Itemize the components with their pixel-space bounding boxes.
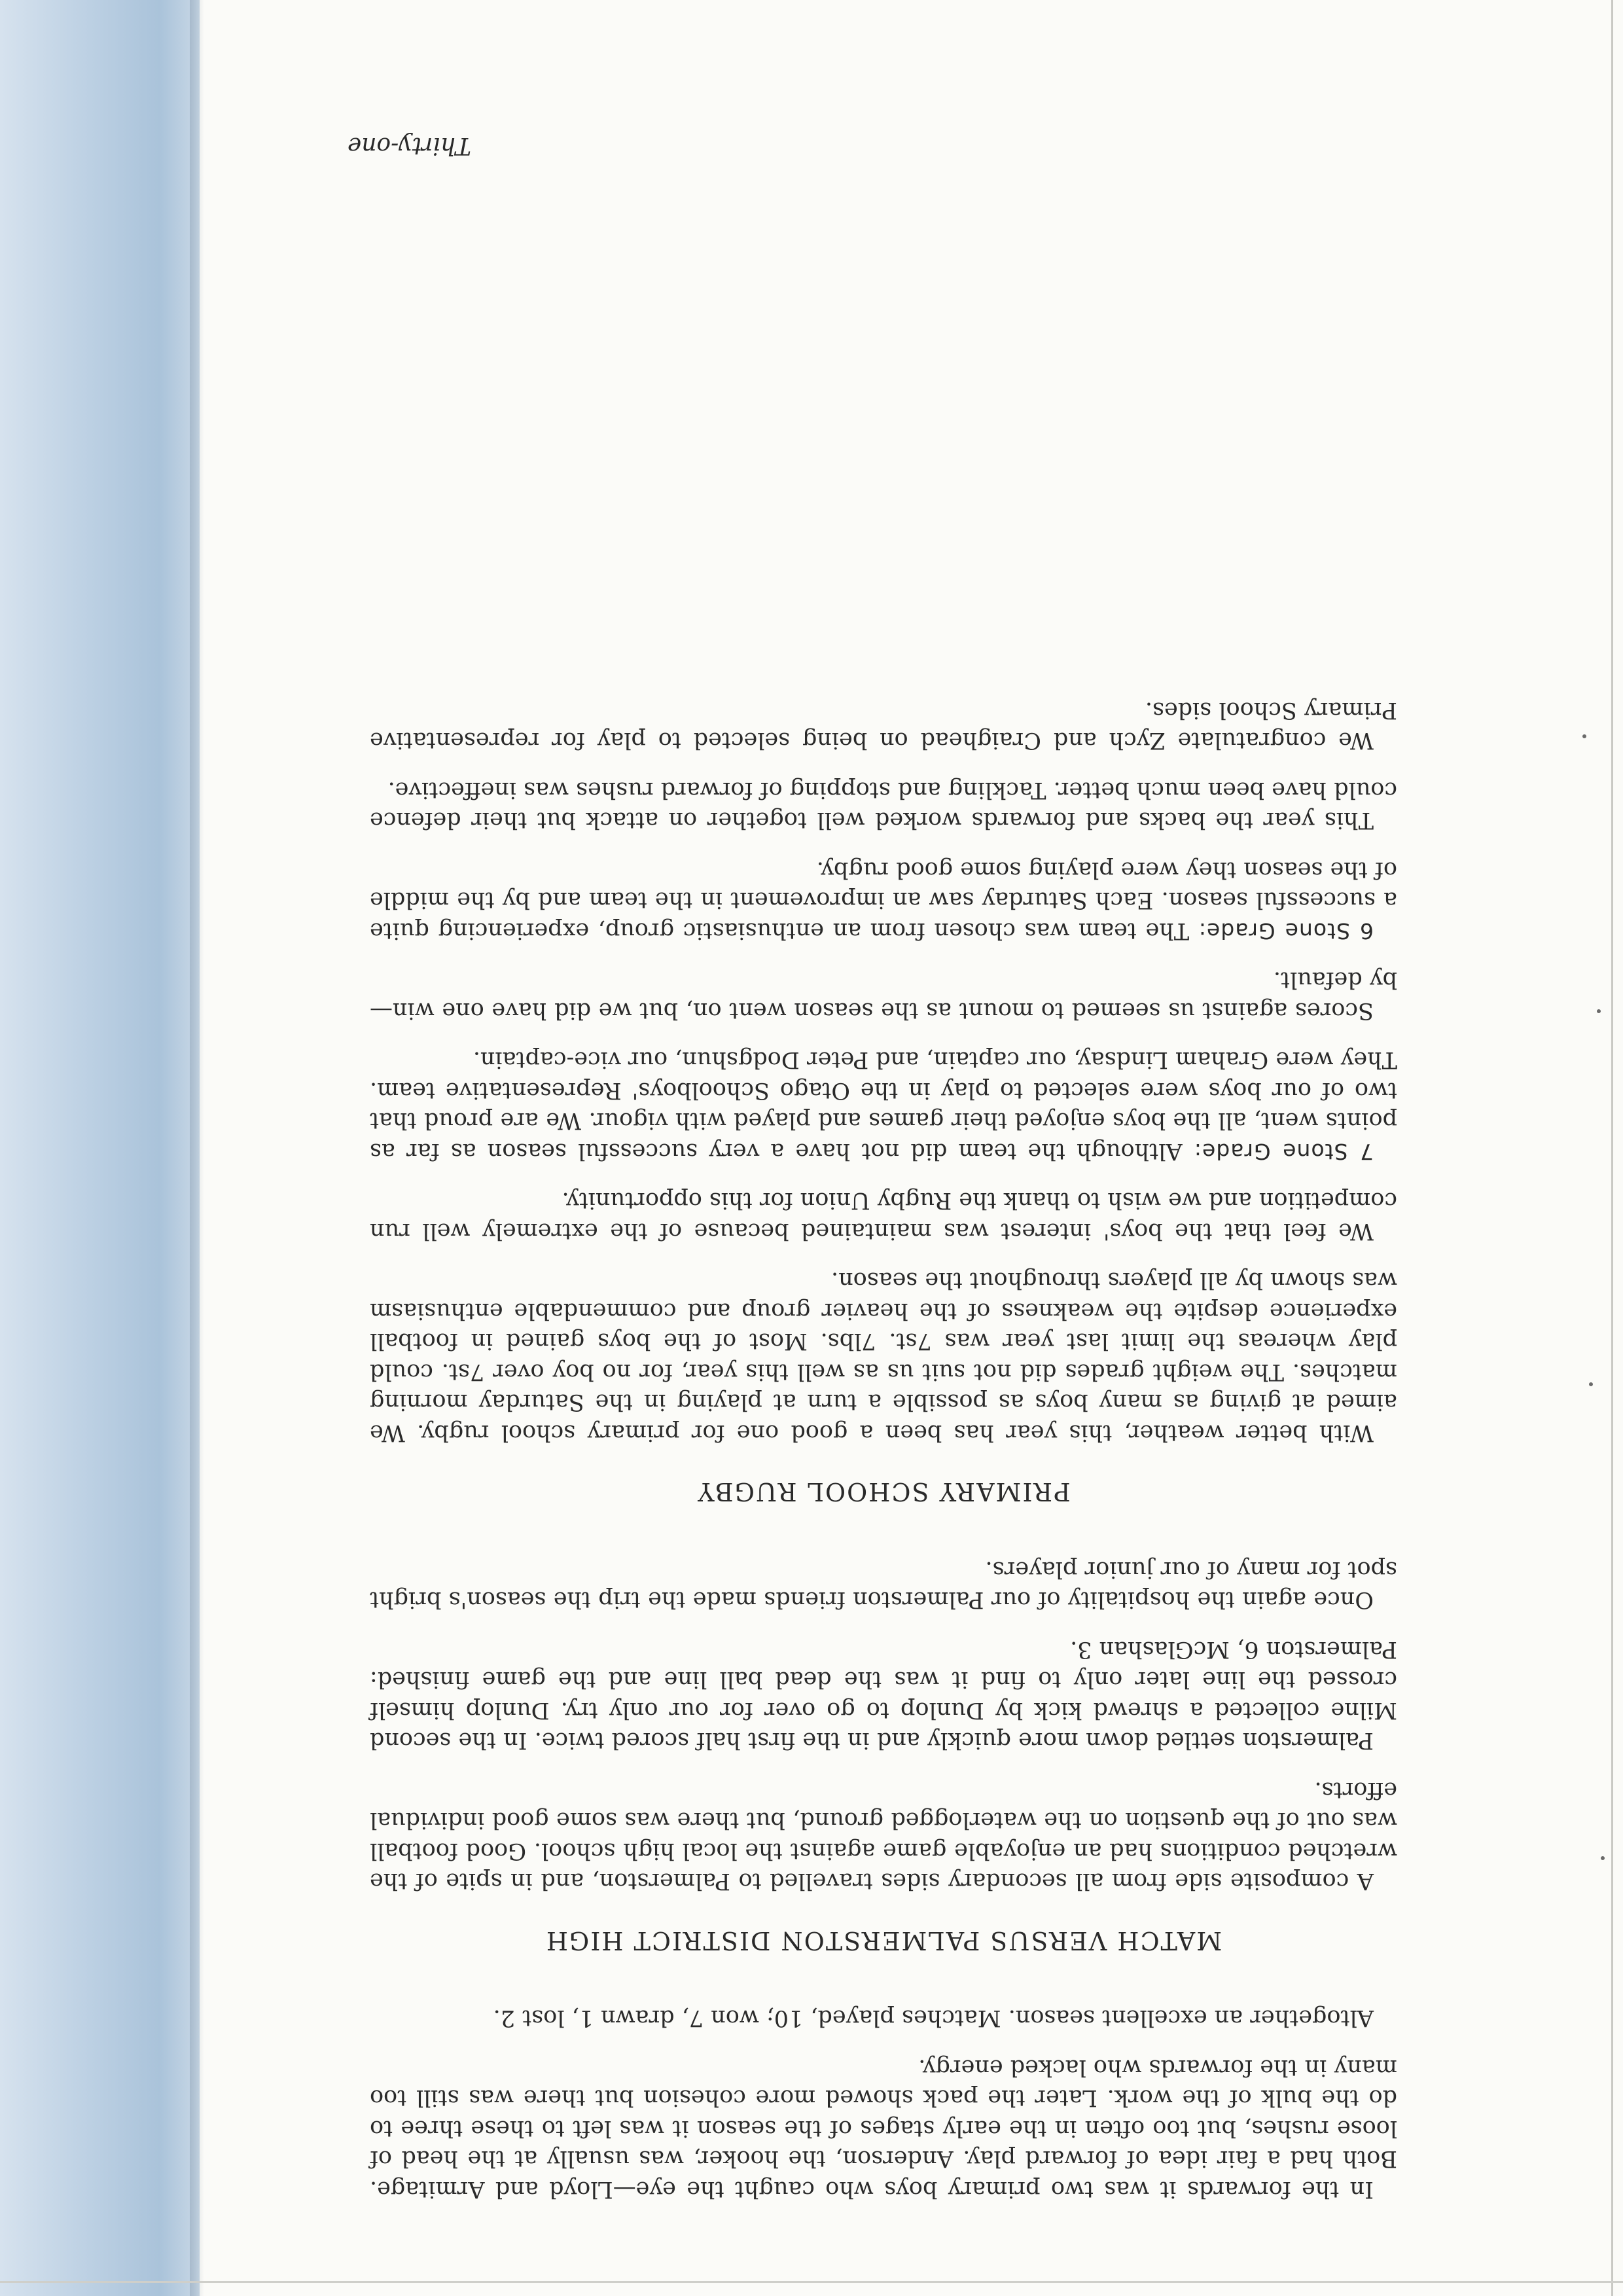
paragraph: We congratulate Zych and Craighead on being selected to play for representative Primary School sides. [370,697,1397,754]
paragraph-text: The team was chosen from an enthusiastic group, experiencing quite a successful season. Each Saturday saw an improvement in the team and by the middle of the season they were playing some good rugby. [370,857,1397,944]
paragraph-text: Although the team did not have a very successful season as far as points went, all the boys enjoyed their games and played with vigour. We are proud that two of our boys were selected to play in the Otago Schoolboys' Representative team. They were Graham Lindsay, our captain, and Peter Dodgshun, our vice-captain. [370,1047,1397,1164]
grade-paragraph [370,1045,1397,1166]
scan-speck [1582,734,1586,738]
paragraph: We feel that the boys' interest was maintained because of the extremely well run competition and we wish to thank the Rugby Union for this opportunity. [370,1187,1397,1244]
paragraph: Altogether an excellent season. Matches played, 10; won 7, drawn 1, lost 2. [493,2005,1374,2032]
paragraph: With better weather, this year has been a good one for primary school rugby. We aimed at giving as many boys as possible a turn at playing in the Saturday morning matches. The weight grades did not suit us as well this year, for no boy over 7st. could play whereas the limit last year was 7st. 7lbs. Most of the boys gained in football experience despite the weakness of the heavier group and commendable enthusiasm was shown by all players throughout the season. [370,1267,1397,1446]
grade-label: 7 Stone Grade: [1193,1139,1374,1164]
paragraph: In the forwards it was two primary boys who caught the eye—Lloyd and Armitage. Both had a fair idea of forward play. Anderson, the hooker, was usually at the head of loose rushes, but too often in the early stages of the season it was left to these three to do the bulk of the work. Later the pack showed more cohesion but there was still too many in the forwards who lacked energy. [370,2054,1397,2202]
scan-speck [1589,1382,1593,1386]
scan-speck [1597,1009,1601,1013]
paragraph: This year the backs and forwards worked well together on attack but their defence could have been much better. Tackling and stopping of forward rushes was ineffective. [370,777,1397,834]
paragraph: Scores against us seemed to mount as the season went on, but we did have one win—by default. [370,967,1397,1024]
section-heading: MATCH VERSUS PALMERSTON DISTRICT HIGH [544,1926,1222,1955]
grade-paragraph [370,855,1397,946]
paragraph: Once again the hospitality of our Palmerston friends made the trip the season's bright spot for many of our junior players. [370,1556,1397,1613]
paragraph: Palmerston settled down more quickly and in the first half scored twice. In the second Milne collected a shrewd kick by Dunlop to go over for our only try. Dunlop himself crossed the line later only to find it was the dead ball line and the game finished: Palmerston 6, McGlashan 3. [370,1636,1397,1754]
paragraph: A composite side from all secondary sides travelled to Palmerston, and in spite of the wretched conditions had an enjoyable game against the local high school. Good football was out of the question on the waterlogged ground, but there was some good individual efforts. [370,1777,1397,1895]
section-heading: PRIMARY SCHOOL RUGBY [696,1477,1071,1507]
text-column [370,676,1397,2205]
scan-speck [1601,1856,1605,1860]
grade-label: 6 Stone Grade: [1198,918,1374,944]
page-number: Thirty-one [347,132,471,159]
